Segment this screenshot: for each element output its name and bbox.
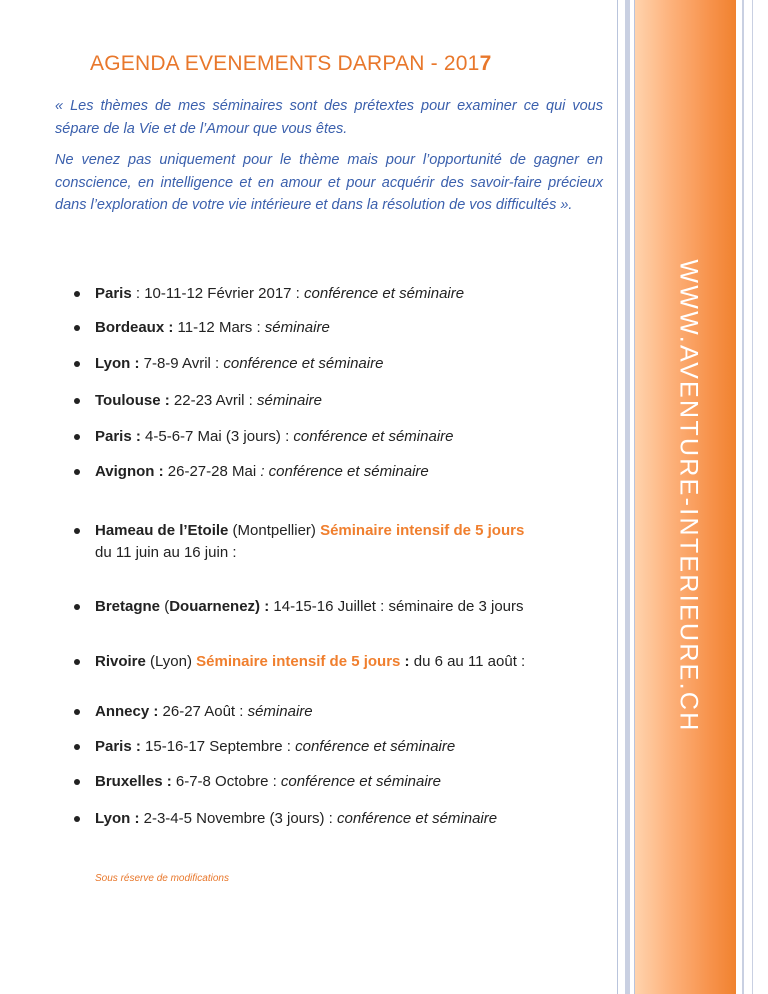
event-highlight: Séminaire intensif de 5 jours <box>196 653 401 670</box>
event-paren: ( <box>160 598 170 615</box>
bullet-icon <box>74 469 80 475</box>
event-dates: 14-15-16 Juillet : séminaire de 3 jours <box>269 598 524 615</box>
title-last-digit: 7 <box>479 52 492 75</box>
bullet-icon <box>74 709 80 715</box>
event-city: Paris <box>95 285 132 302</box>
event-dates: : 10-11-12 Février 2017 : <box>131 285 305 302</box>
event-highlight: Séminaire intensif de 5 jours <box>320 522 525 539</box>
event-type: conférence et séminaire <box>280 773 442 790</box>
bullet-icon <box>74 659 80 665</box>
event-city-detail: Douarnenez) : <box>169 598 270 615</box>
event-item <box>95 736 595 758</box>
quote-paragraph-1: « Les thèmes de mes séminaires sont des prétextes pour examiner ce qui vous sépare de la Vie et de l’Amour que vous êtes. <box>55 98 603 137</box>
event-location: (Lyon) <box>145 653 197 670</box>
event-dates: 11-12 Mars : <box>173 319 265 336</box>
event-dates: 6-7-8 Octobre : <box>171 773 281 790</box>
event-type: : conférence et séminaire <box>260 463 429 480</box>
event-dates: 4-5-6-7 Mai (3 jours) : <box>140 428 294 445</box>
bullet-icon <box>74 604 80 610</box>
event-type: conférence et séminaire <box>304 285 465 302</box>
event-dates: 26-27 Août : <box>158 703 248 720</box>
event-item <box>95 353 595 375</box>
event-dates: 2-3-4-5 Novembre (3 jours) : <box>139 810 338 827</box>
bullet-icon <box>74 744 80 750</box>
event-city: Lyon : <box>95 355 140 372</box>
event-item <box>95 771 595 793</box>
event-city: Bretagne <box>95 598 161 615</box>
event-type: séminaire <box>264 319 330 336</box>
event-city: Lyon : <box>95 810 140 827</box>
bullet-icon <box>74 361 80 367</box>
bullet-icon <box>74 779 80 785</box>
event-city: Toulouse : <box>95 392 170 409</box>
event-dates: du 11 juin au 16 juin : <box>95 544 237 561</box>
event-type: conférence et séminaire <box>337 810 498 827</box>
event-item <box>95 283 595 305</box>
event-location: (Montpellier) <box>228 522 321 539</box>
page-rule <box>742 0 744 994</box>
event-type: conférence et séminaire <box>295 738 456 755</box>
event-item <box>95 701 595 723</box>
event-city: Paris : <box>95 738 141 755</box>
event-dates: du 6 au 11 août : <box>409 653 526 670</box>
bullet-icon <box>74 325 80 331</box>
event-city: Paris : <box>95 428 141 445</box>
event-city: Avignon : <box>95 463 164 480</box>
event-type: séminaire <box>247 703 313 720</box>
page-rule <box>625 0 630 994</box>
page-rule <box>752 0 753 994</box>
page-rule <box>617 0 618 994</box>
event-item <box>95 808 595 830</box>
event-item <box>95 317 595 339</box>
event-city: Bordeaux : <box>95 319 174 336</box>
bullet-icon <box>74 398 80 404</box>
event-type: conférence et séminaire <box>223 355 384 372</box>
event-item <box>95 461 595 483</box>
event-colon: : <box>400 653 410 670</box>
event-item <box>95 426 595 448</box>
event-city: Rivoire <box>95 653 146 670</box>
event-type: conférence et séminaire <box>293 428 454 445</box>
title-main: AGENDA EVENEMENTS DARPAN - 201 <box>90 52 480 75</box>
disclaimer-note: Sous réserve de modifications <box>95 873 229 884</box>
bullet-icon <box>74 291 80 297</box>
event-city: Hameau de l’Etoile <box>95 522 229 539</box>
bullet-icon <box>74 528 80 534</box>
bullet-icon <box>74 434 80 440</box>
page-title <box>90 52 491 76</box>
event-city: Annecy : <box>95 703 159 720</box>
event-item <box>95 520 595 564</box>
event-item <box>95 390 595 412</box>
event-dates: 26-27-28 Mai <box>163 463 261 480</box>
sidebar-url: WWW.AVENTURE-INTERIEURE.CH <box>674 259 703 733</box>
event-dates: 7-8-9 Avril : <box>139 355 224 372</box>
event-type: séminaire <box>257 392 323 409</box>
quote-paragraph-2: Ne venez pas uniquement pour le thème mais pour l’opportunité de gagner en conscience, en intelligence et en amour et pour acquérir des savoir-faire précieux dans l’exploration de votre vie intérieure et dans la résolution de vos difficultés ». <box>55 152 603 213</box>
bullet-icon <box>74 816 80 822</box>
event-city: Bruxelles : <box>95 773 172 790</box>
event-dates: 15-16-17 Septembre : <box>140 738 296 755</box>
event-dates: 22-23 Avril : <box>169 392 257 409</box>
event-item <box>95 596 595 618</box>
event-item <box>95 651 595 673</box>
